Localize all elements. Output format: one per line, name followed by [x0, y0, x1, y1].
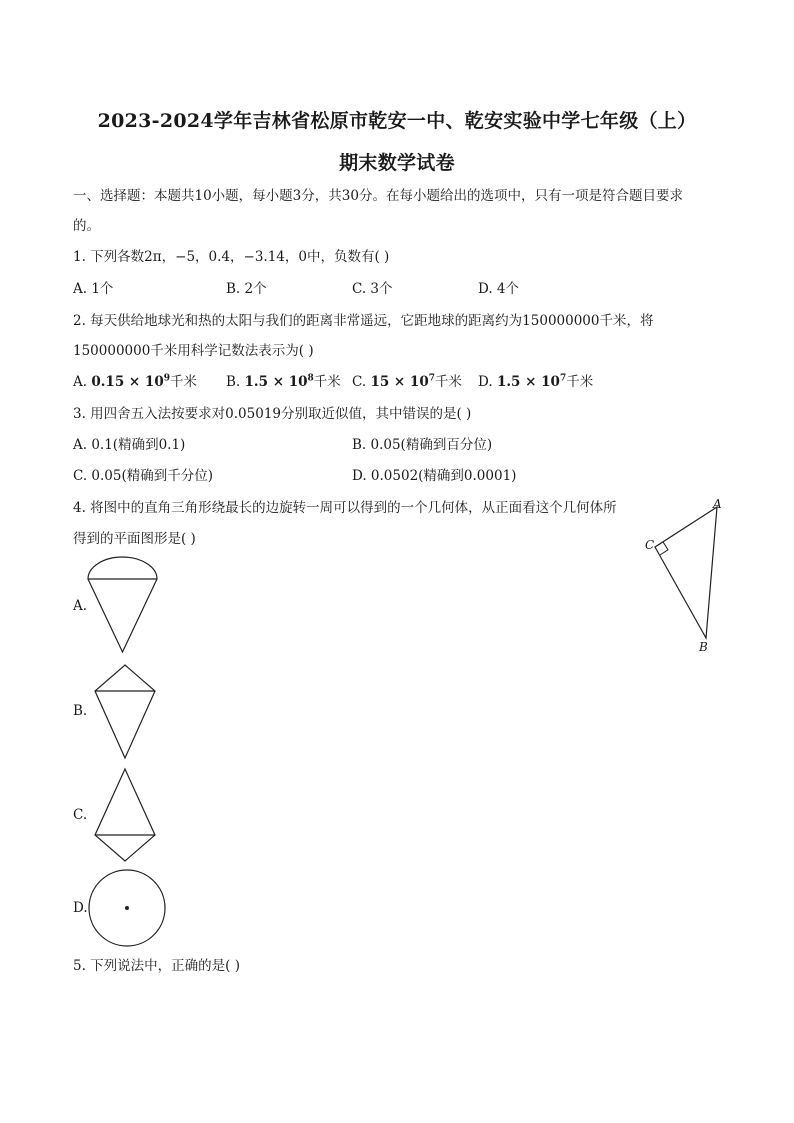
question-4-option-b-figure — [90, 662, 160, 760]
question-4-option-c-label: C. — [73, 807, 88, 823]
question-2-stem-line1: 2. 每天供给地球光和热的太阳与我们的距离非常遥远，它距地球的距离约为150000000千米，将 — [73, 313, 654, 329]
option-coefficient: 1.5 × 10 — [496, 374, 560, 390]
question-2-option-c — [352, 373, 462, 391]
option-letter: C. — [352, 374, 367, 390]
question-4-option-a-figure — [85, 557, 160, 654]
question-2-stem-line2: 150000000千米用科学记数法表示为( ) — [73, 343, 314, 359]
question-2-option-a — [73, 373, 197, 391]
option-coefficient: 1.5 × 10 — [244, 374, 308, 390]
question-1-stem: 1. 下列各数2π，−5，0.4，−3.14，0中，负数有( ) — [73, 249, 390, 265]
option-unit: 千米 — [566, 374, 594, 390]
question-1-option-d: D. 4个 — [478, 281, 520, 297]
right-angle-mark — [660, 542, 668, 555]
option-coefficient: 15 × 10 — [370, 374, 429, 390]
option-letter: D. — [478, 374, 493, 390]
exam-title-line2: 期末数学试卷 — [339, 152, 455, 174]
vertex-label-b: B — [699, 640, 708, 654]
question-4-stem-line1: 4. 将图中的直角三角形绕最长的边旋转一周可以得到的一个几何体，从正面看这个几何体所 — [73, 500, 617, 516]
question-4-stem-line2: 得到的平面图形是( ) — [73, 531, 196, 547]
question-3-stem: 3. 用四舍五入法按要求对0.05019分别取近似值，其中错误的是( ) — [73, 406, 472, 422]
question-3-option-d: D. 0.0502(精确到0.0001) — [352, 468, 517, 484]
question-2-option-d — [478, 373, 593, 391]
option-exponent: 8 — [307, 373, 314, 384]
vertex-label-c: C — [645, 538, 655, 552]
question-4-option-a-label: A. — [73, 598, 88, 614]
option-coefficient: 0.15 × 10 — [91, 374, 164, 390]
section-instructions-line1: 一、选择题：本题共10小题，每小题3分，共30分。在每小题给出的选项中，只有一项是符合题目要求 — [73, 188, 683, 204]
question-1-option-b: B. 2个 — [226, 281, 267, 297]
vertex-label-a: A — [713, 497, 722, 511]
question-1-option-a: A. 1个 — [73, 281, 114, 297]
question-4-option-c-figure — [90, 766, 160, 864]
option-exponent: 7 — [559, 373, 567, 384]
question-3-option-b: B. 0.05(精确到百分位) — [352, 437, 493, 453]
question-2-option-b — [226, 373, 341, 391]
option-unit: 千米 — [435, 374, 462, 390]
option-unit: 千米 — [170, 374, 197, 390]
option-letter: B. — [226, 374, 241, 390]
question-3-option-a: A. 0.1(精确到0.1) — [73, 437, 186, 453]
question-4-option-b-label: B. — [73, 703, 88, 719]
option-exponent: 9 — [163, 373, 170, 384]
question-5-stem: 5. 下列说法中，正确的是( ) — [73, 958, 240, 974]
option-exponent: 7 — [428, 373, 435, 384]
right-triangle-figure — [640, 495, 740, 660]
section-instructions-line2: 的。 — [73, 218, 100, 234]
option-letter: A. — [73, 374, 88, 390]
option-unit: 千米 — [313, 374, 341, 390]
question-4-option-d-figure — [86, 867, 168, 949]
question-4-option-d-label: D. — [73, 900, 88, 916]
exam-title-line1: 2023-2024学年吉林省松原市乾安一中、乾安实验中学七年级（上） — [97, 110, 697, 132]
question-3-option-c: C. 0.05(精确到千分位) — [73, 468, 214, 484]
question-1-option-c: C. 3个 — [352, 281, 393, 297]
triangle-outline — [655, 507, 717, 638]
